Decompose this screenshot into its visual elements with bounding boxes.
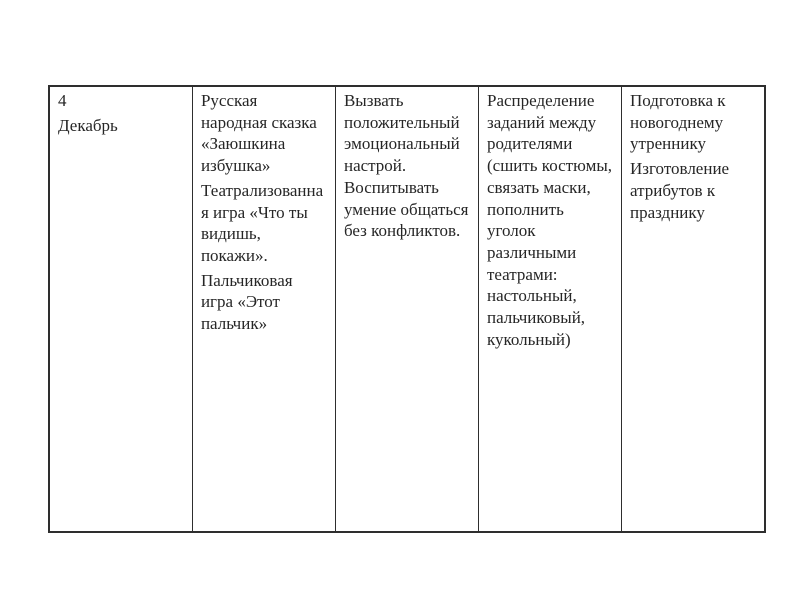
cell-goals bbox=[335, 86, 478, 532]
schedule-table bbox=[48, 85, 766, 533]
cell-paragraph: Русская народная сказка «Заюшкина избушка» bbox=[200, 91, 317, 176]
cell-paragraph: Изготовление атрибутов к празднику bbox=[630, 159, 730, 222]
table-row bbox=[49, 86, 765, 532]
cell-paragraph: Пальчиковая игра «Этот пальчик» bbox=[200, 270, 293, 334]
cell-paragraph: Подготовка к новогоднему утреннику bbox=[630, 91, 726, 154]
cell-parent-tasks bbox=[478, 86, 621, 532]
cell-date bbox=[49, 86, 192, 532]
cell-paragraph: Декабрь bbox=[58, 115, 118, 135]
cell-paragraph: Театрализованная игра «Что ты видишь, покажи». bbox=[200, 180, 324, 265]
cell-activities bbox=[192, 86, 335, 532]
cell-preparation bbox=[622, 86, 766, 532]
cell-paragraph: Вызвать положительный эмоциональный настрой. Воспитывать умение общаться без конфликтов. bbox=[343, 91, 469, 241]
cell-paragraph: Распределение заданий между родителями (сшить костюмы, связать маски, пополнить уголок различными театрами: настольный, пальчиковый, кукольный) bbox=[486, 91, 613, 349]
cell-paragraph: 4 bbox=[58, 91, 67, 110]
